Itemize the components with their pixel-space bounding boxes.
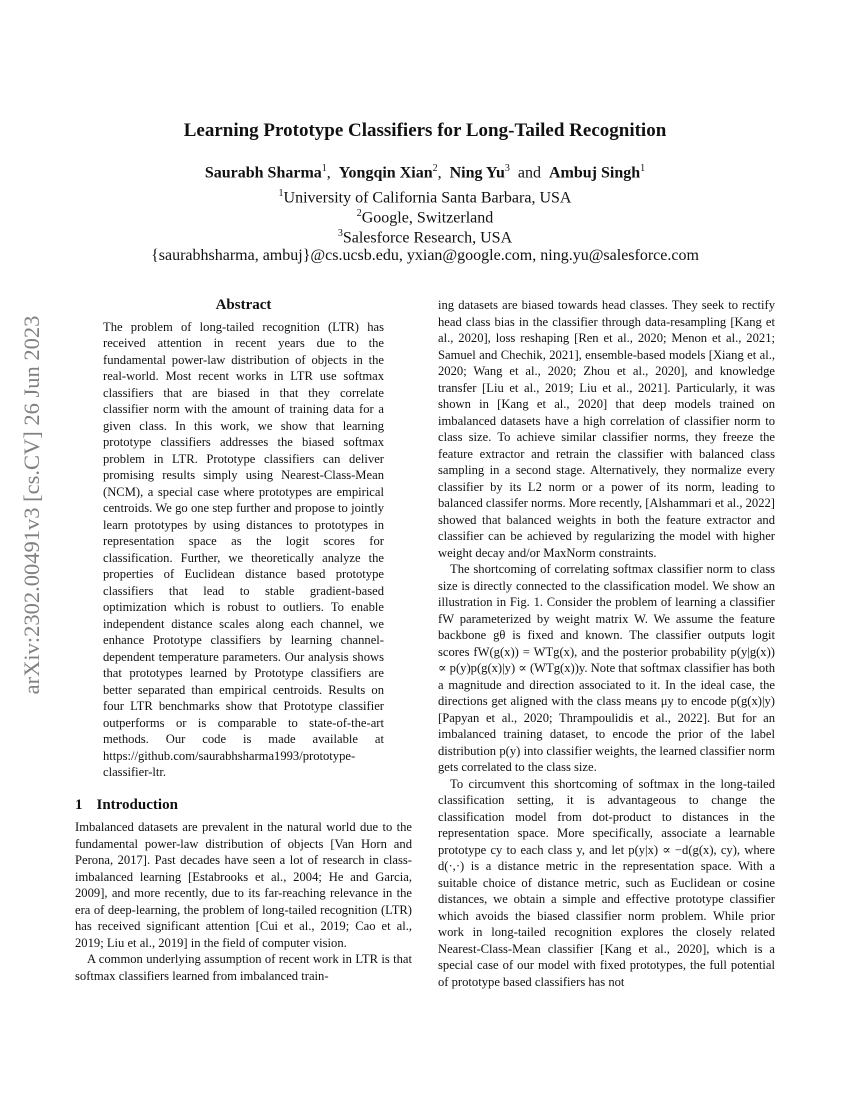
- paragraph: To circumvent this shortcoming of softmax in the long-tailed classification setting, it is advantageous to change the classification model from dot-product to distances in the representation space. More specifically, associate a learnable prototype cy to each class y, and let p(y|x) ∝ −d(g(x), cy), where d(·,·) is a distance metric in the representation space. With a suitable choice of distance metric, such as Euclidean or cosine distances, we obtain a simple and effective prototype classifier which avoids the biased classifier norm problem. While prior work in long-tailed recognition explores the closely related Nearest-Class-Mean classifier [Kang et al., 2020], which is a special case of our model with fixed prototypes, the full potential of prototype based classifiers has not: [438, 776, 775, 989]
- author-name: Yongqin Xian: [338, 164, 433, 182]
- author-name: Saurabh Sharma: [204, 164, 322, 182]
- abstract-heading: Abstract: [215, 297, 272, 313]
- author-list: Saurabh Sharma$^1$, Yongqin Xian$^2$, Ning Yu$^3$ and Ambuj Singh$^1$: [204, 163, 646, 182]
- section-number: 1: [75, 796, 83, 813]
- arxiv-identifier: arXiv:2302.00491v3 [cs.CV] 26 Jun 2023: [19, 315, 44, 694]
- section-title: Introduction: [96, 796, 178, 813]
- paragraph: ing datasets are biased towards head classes. They seek to rectify head class bias in the classifier through data-resampling [Kang et al., 2020], loss reshaping [Ren et al., 2020; Menon et al., 2021; Samuel and Chechik, 2021], ensemble-based models [Xiang et al., 2020; Wang et al., 2020; Zhou et al., 2020], and knowledge transfer [Liu et al., 2019; Liu et al., 2021]. Particularly, it was shown in [Kang et al., 2020] that deep models trained on imbalanced datasets have a high correlation of classifier norm to class size. To achieve similar classifier norms, they freeze the feature extractor and retrain the classifier with balanced class sampling in a second stage. Alternatively, they normalize every classifier by its L2 norm or a power of its norm, leading to balanced classifer norms. More recently, [Alshammari et al., 2022] showed that balanced weights in both the feature extractor and classifier can be achieved by regularizing the model with higher weight decay and/or MaxNorm constraints.: [438, 298, 775, 560]
- paragraph: The shortcoming of correlating softmax classifier norm to class size is directly connected to the classification model. We show an illustration in Fig. 1. Consider the problem of learning a classifier fW parameterized by weight matrix W. We assume the feature backbone gθ is fixed and known. The classifier outputs logit scores fW(g(x)) = WTg(x), and the posterior probability p(y|g(x)) ∝ p(y)p(g(x)|y) ∝ (WTg(x))y. Note that softmax classifier has both a magnitude and direction associated to it. In the ideal case, the directions get aligned with the class means μy to encode p(g(x)|y) [Papyan et al., 2020; Thrampoulidis et al., 2022]. But for an imbalanced training dataset, to encode the prior of the label distribution p(y) into classifier weights, the learned classifier norm gets correlated to the class size.: [438, 562, 775, 774]
- right-column: [438, 297, 775, 990]
- affiliation: $^3$Salesforce Research, USA: [337, 228, 513, 247]
- affiliation: $^1$University of California Santa Barbara, USA: [278, 188, 572, 207]
- author-name: Ning Yu: [449, 164, 505, 182]
- abstract-text: The problem of long-tailed recognition (LTR) has received attention in recent years due to the fundamental power-law distribution of objects in the real-world. Most recent works in LTR use softmax classifiers that are biased in that they correlate classifier norm with the amount of training data for a given class. In this work, we show that learning prototype classifiers addresses the biased softmax problem in LTR. Prototype classifiers can deliver promising results simply using Nearest-Class-Mean (NCM), a special case where prototypes are empirical centroids. We go one step further and propose to jointly learn prototypes by using distances to prototypes in representation space as the logit scores for classification. Further, we theoretically analyze the properties of Euclidean distance based prototype classifiers that lead to stable gradient-based optimization which is robust to outliers. To enable independent distance scales along each channel, we enhance Prototype classifiers by learning channel-dependent temperature parameters. Our analysis shows that prototypes learned by Prototype classifiers are better separated than empirical centroids. Results on four LTR benchmarks show that Prototype classifier outperforms or is comparable to state-of-the-art methods. Our code is made available at https://github.com/saurabhsharma1993/prototype-classifier-ltr.: [103, 319, 384, 779]
- paragraph: Imbalanced datasets are prevalent in the natural world due to the fundamental power-law distribution of objects [Van Horn and Perona, 2017]. Past decades have seen a lot of research in class-imbalanced learning [Estabrooks et al., 2004; He and Garcia, 2009], and more recently, due to its far-reaching relevance in the era of deep-learning, the problem of long-tailed recognition (LTR) has received significant attention [Cui et al., 2019; Cao et al., 2019; Liu et al., 2019] in the field of computer vision.: [75, 820, 412, 950]
- paragraph: A common underlying assumption of recent work in LTR is that softmax classifiers learned from imbalanced train-: [75, 952, 412, 983]
- affiliation: $^2$Google, Switzerland: [356, 208, 494, 227]
- author-and: and: [517, 164, 541, 182]
- author-name: Ambuj Singh: [549, 164, 641, 182]
- section-heading: [75, 797, 412, 814]
- left-column: [75, 297, 412, 984]
- paper-title: Learning Prototype Classifiers for Long-Tailed Recognition: [183, 120, 667, 141]
- author-emails: {saurabhsharma, ambuj}@cs.ucsb.edu, yxian@google.com, ning.yu@salesforce.com: [151, 247, 699, 264]
- arxiv-sidebar-stamp: [10, 293, 54, 716]
